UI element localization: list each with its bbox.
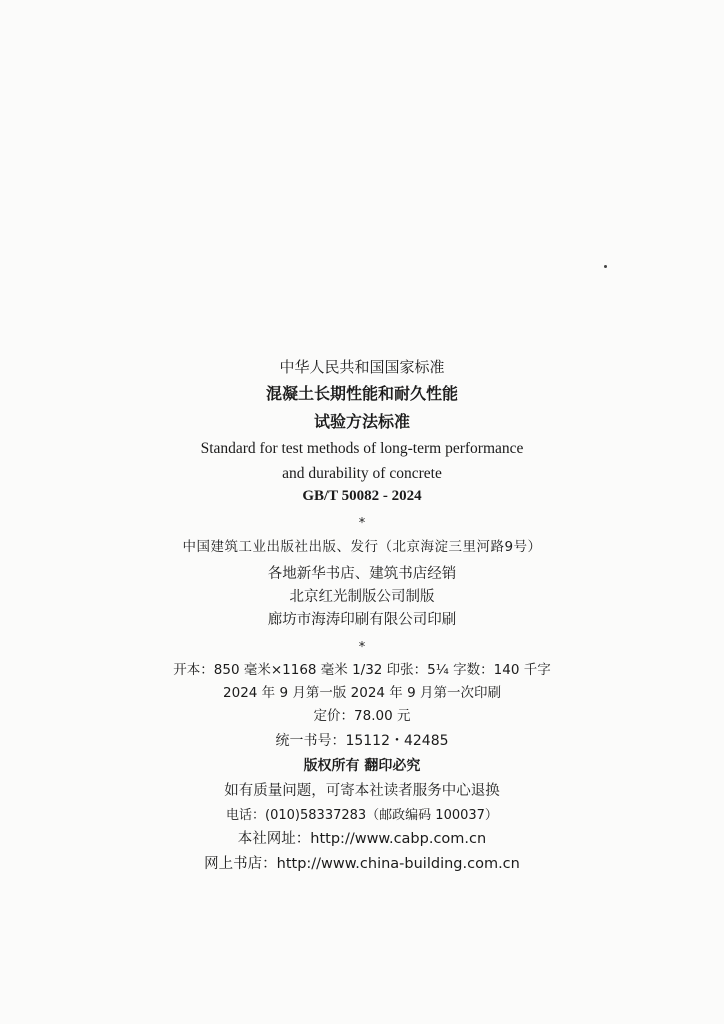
separator-star: *: [358, 640, 366, 655]
distributor-line: 各地新华书店、建筑书店经销: [267, 566, 457, 582]
website-line: 本社网址：http://www.cabp.com.cn: [237, 831, 487, 847]
edition-line: 2024 年 9 月第一版 2024 年 9 月第一次印刷: [223, 685, 501, 701]
separator-star: *: [358, 516, 366, 531]
title-en-line1: Standard for test methods of long-term performance: [200, 440, 524, 457]
quality-notice-line: 如有质量问题，可寄本社读者服务中心退换: [224, 783, 500, 799]
speck-mark: [604, 265, 607, 268]
price-line: 定价：78.00 元: [313, 708, 411, 724]
title-cn-line2: 试验方法标准: [313, 412, 410, 431]
publisher-line: 中国建筑工业出版社出版、发行（北京海淀三里河路9号）: [182, 539, 542, 555]
plate-maker-line: 北京红光制版公司制版: [289, 589, 435, 605]
format-line: 开本：850 毫米×1168 毫米 1/32 印张：5¼ 字数：140 千字: [173, 662, 551, 678]
online-store-line: 网上书店：http://www.china-building.com.cn: [204, 856, 520, 872]
national-standard-label: 中华人民共和国国家标准: [279, 358, 445, 376]
title-en-line2: and durability of concrete: [282, 465, 442, 482]
phone-line: 电话：(010)58337283（邮政编码 100037）: [226, 808, 498, 823]
rights-line: 版权所有 翻印必究: [303, 758, 421, 774]
book-number-line: 统一书号：15112・42485: [275, 733, 449, 749]
printer-line: 廊坊市海涛印刷有限公司印刷: [267, 612, 457, 628]
standard-code: GB/T 50082 - 2024: [302, 488, 422, 504]
title-cn-line1: 混凝土长期性能和耐久性能: [265, 384, 458, 403]
